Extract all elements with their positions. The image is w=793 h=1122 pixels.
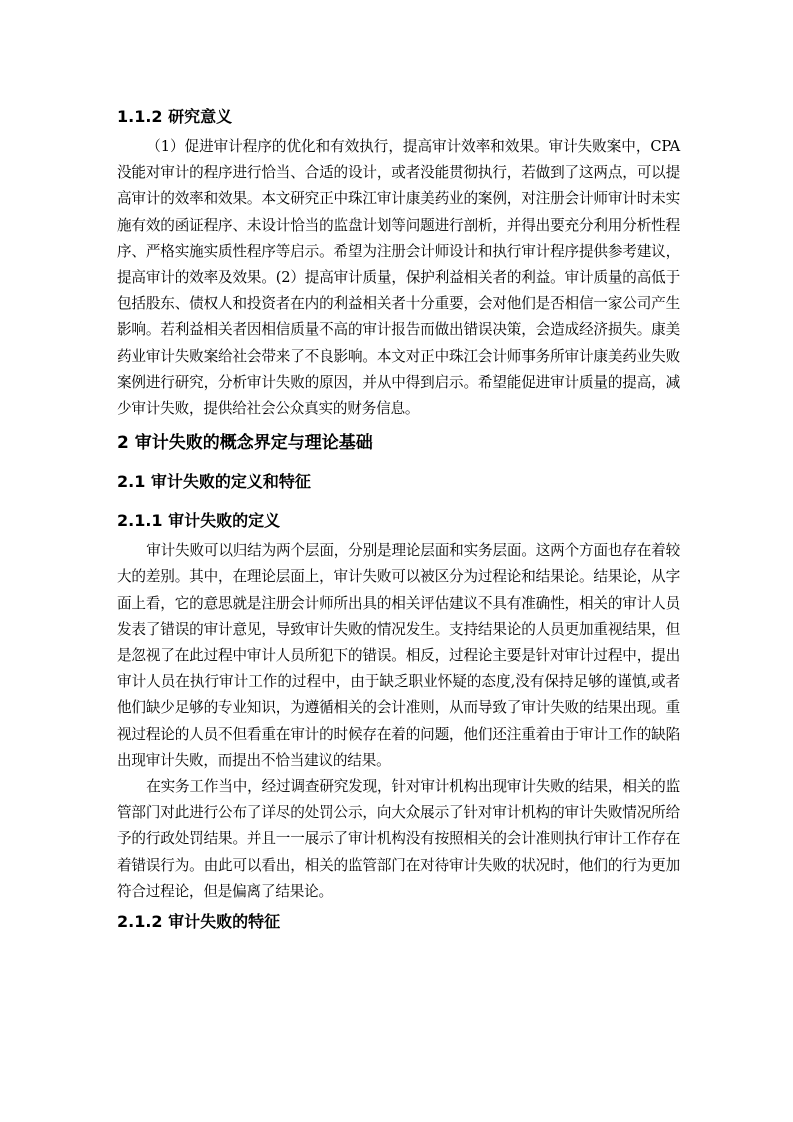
section-heading-1-1-2: 1.1.2 研究意义 [117,107,233,126]
chapter-heading-2: 2 审计失败的概念界定与理论基础 [117,433,373,454]
paragraph-research-significance: （1）促进审计程序的优化和有效执行，提高审计效率和效果。审计失败案中，CPA没能对审计的程序进行恰当、合适的设计，或者没能贯彻执行，若做到了这两点，可以提高审计的效率和效果。本文研究正中珠江审计康美药业的案例，对注册会计师审计时未实施有效的函证程序、未设计恰当的监盘计划等问题进行剖析，并得出要充分利用分析性程序、严格实施实质性程序等启示。希望为注册会计师设计和执行审计程序提供参考建议，提高审计的效率及效果。(2）提高审计质量，保护利益相关者的利益。审计质量的高低于包括股东、债权人和投资者在内的利益相关者十分重要，会对他们是否相信一家公司产生影响。若利益相关者因相信质量不高的审计报告而做出错误决策，会造成经济损失。康美药业审计失败案给社会带来了不良影响。本文对正中珠江会计师事务所审计康美药业失败案例进行研究，分析审计失败的原因，并从中得到启示。希望能促进审计质量的提高，减少审计失败，提供给社会公众真实的财务信息。 [117,138,680,418]
section-heading-2-1-2: 2.1.2 审计失败的特征 [117,912,281,932]
document-page [117,104,680,935]
paragraph-definition-theory: 审计失败可以归结为两个层面，分别是理论层面和实务层面。这两个方面也存在着较大的差别。其中，在理论层面上，审计失败可以被区分为过程论和结果论。结果论，从字面上看，它的意思就是注册会计师所出具的相关评估建议不具有准确性，相关的审计人员发表了错误的审计意见，导致审计失败的情况发生。支持结果论的人员更加重视结果，但是忽视了在此过程中审计人员所犯下的错误。相反，过程论主要是针对审计过程中，提出审计人员在执行审计工作的过程中，由于缺乏职业怀疑的态度,没有保持足够的谨慎,或者他们缺少足够的专业知识，为遵循相关的会计准则，从而导致了审计失败的结果出现。重视过程论的人员不但看重在审计的时候存在着的问题，他们还注重着由于审计工作的缺陷出现审计失败，而提出不恰当建议的结果。 [117,542,680,769]
paragraph-definition-practice: 在实务工作当中，经过调查研究发现，针对审计机构出现审计失败的结果，相关的监管部门对此进行公布了详尽的处罚公示，向大众展示了针对审计机构的审计失败情况所给予的行政处罚结果。并且一一展示了审计机构没有按照相关的会计准则执行审计工作存在着错误行为。由此可以看出，相关的监管部门在对待审计失败的状况时，他们的行为更加符合过程论，但是偏离了结果论。 [117,778,680,900]
section-heading-2-1: 2.1 审计失败的定义和特征 [117,472,311,492]
section-heading-2-1-1: 2.1.1 审计失败的定义 [117,511,281,531]
